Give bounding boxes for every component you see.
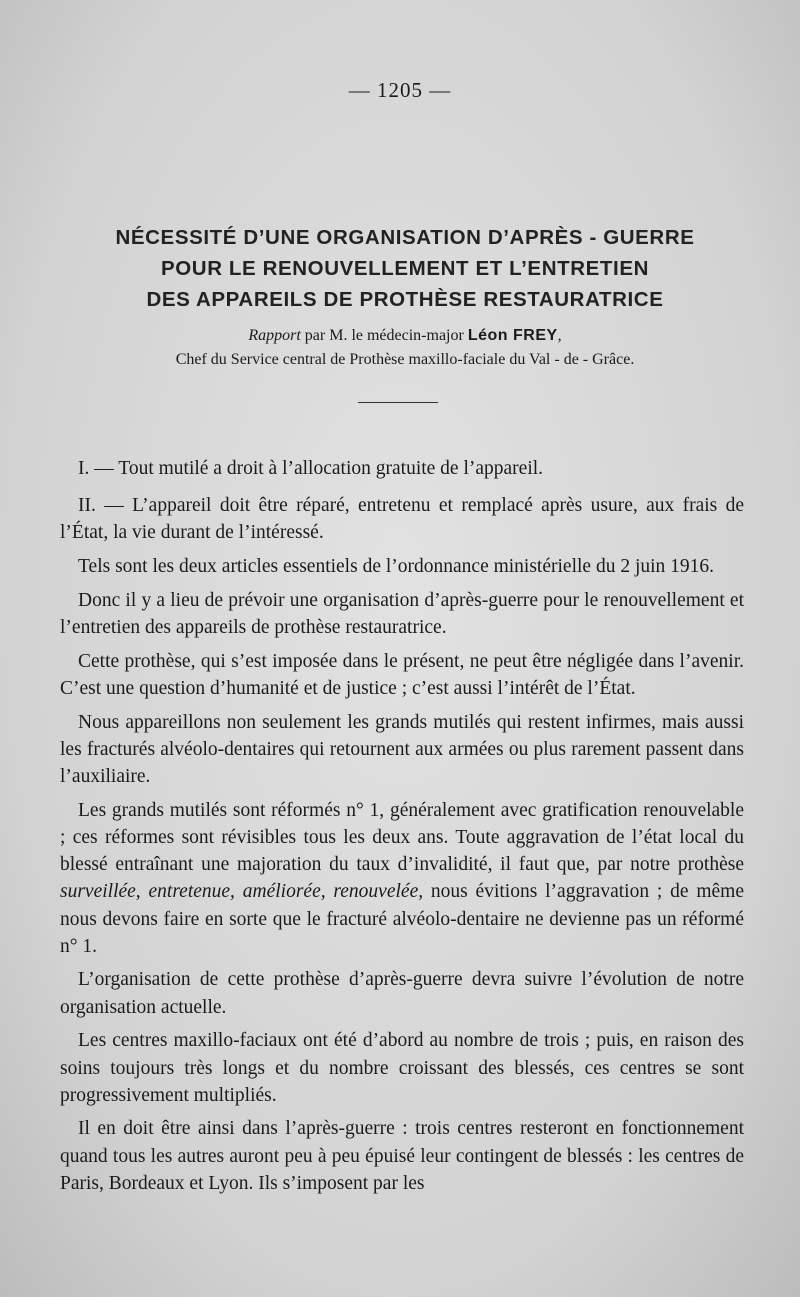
paragraph: L’organisation de cette prothèse d’après-guerre devra suivre l’évolution de notre organisation actuelle. <box>60 969 744 1018</box>
paragraph: Les centres maxillo-faciaux ont été d’abord au nombre de trois ; puis, en raison des soins toujours très longs et du nombre croissant des blessés, ces centres se sont progressivement multipliés. <box>60 1030 744 1106</box>
byline-author: Léon FREY <box>467 327 558 344</box>
title-line-1: NÉCESSITÉ D’UNE ORGANISATION D’APRÈS - GUERRE <box>115 226 695 249</box>
paragraph-article-2: II. — L’appareil doit être réparé, entretenu et remplacé après usure, aux frais de l’État, la vie durant de l’intéressé. <box>60 495 744 544</box>
paragraph: Nous appareillons non seulement les grands mutilés qui restent infirmes, mais aussi les fracturés alvéolo-dentaires qui retournent aux armées ou plus rarement passent dans l’auxiliaire. <box>60 711 744 788</box>
paragraph: Cette prothèse, qui s’est imposée dans le présent, ne peut être négligée dans l’avenir. C’est une question d’humanité et de justice ; c’est aussi l’intérêt de l’État. <box>60 650 744 699</box>
separator-rule <box>358 402 438 403</box>
byline-rapport: Rapport <box>248 327 301 344</box>
paragraph-article-1: I. — Tout mutilé a droit à l’allocation gratuite de l’appareil. <box>78 458 544 479</box>
title-line-2: POUR LE RENOUVELLEMENT ET L’ENTRETIEN <box>160 257 650 280</box>
paragraph: Donc il y a lieu de prévoir une organisation d’après-guerre pour le renouvellement et l’entretien des appareils de prothèse restauratrice. <box>60 589 744 639</box>
page-number: — 1205 — <box>348 78 452 102</box>
byline-role: Chef du Service central de Prothèse maxillo-faciale du Val - de - Grâce. <box>175 351 635 368</box>
paragraph: Tels sont les deux articles essentiels de l’ordonnance ministérielle du 2 juin 1916. <box>78 556 715 578</box>
byline-line-1 <box>40 324 770 348</box>
byline-comma: , <box>557 327 562 344</box>
paragraph-emphasis: surveillée, entretenue, améliorée, renouvelée, <box>60 881 424 903</box>
article-title <box>60 222 750 315</box>
paragraph-text: nous évitions l’aggravation ; de même nous devons faire en sorte que le fracturé alvéolo-dentaire ne devienne pas un réformé n° 1. <box>60 881 744 957</box>
paragraph: Il en doit être ainsi dans l’après-guerre : trois centres resteront en fonctionnement quand tous les autres auront peu à peu épuisé leur contingent de blessés : les centres de Paris, Bordeaux et Lyon. Ils s’imposent par les <box>60 1118 744 1194</box>
paragraph <box>60 797 744 960</box>
paragraph-text: Les grands mutilés sont réformés n° 1, généralement avec gratification renouvelable ; ces réformes sont révisibles tous les deux ans. Toute aggravation de l’état local du blessé entraînant une majoration du taux d’invalidité, il faut que, par notre prothèse <box>60 799 744 876</box>
title-line-3: DES APPAREILS DE PROTHÈSE RESTAURATRICE <box>146 288 664 311</box>
byline-par: par M. le médecin-major <box>300 327 468 344</box>
byline <box>40 324 770 372</box>
body-text <box>60 455 744 1204</box>
